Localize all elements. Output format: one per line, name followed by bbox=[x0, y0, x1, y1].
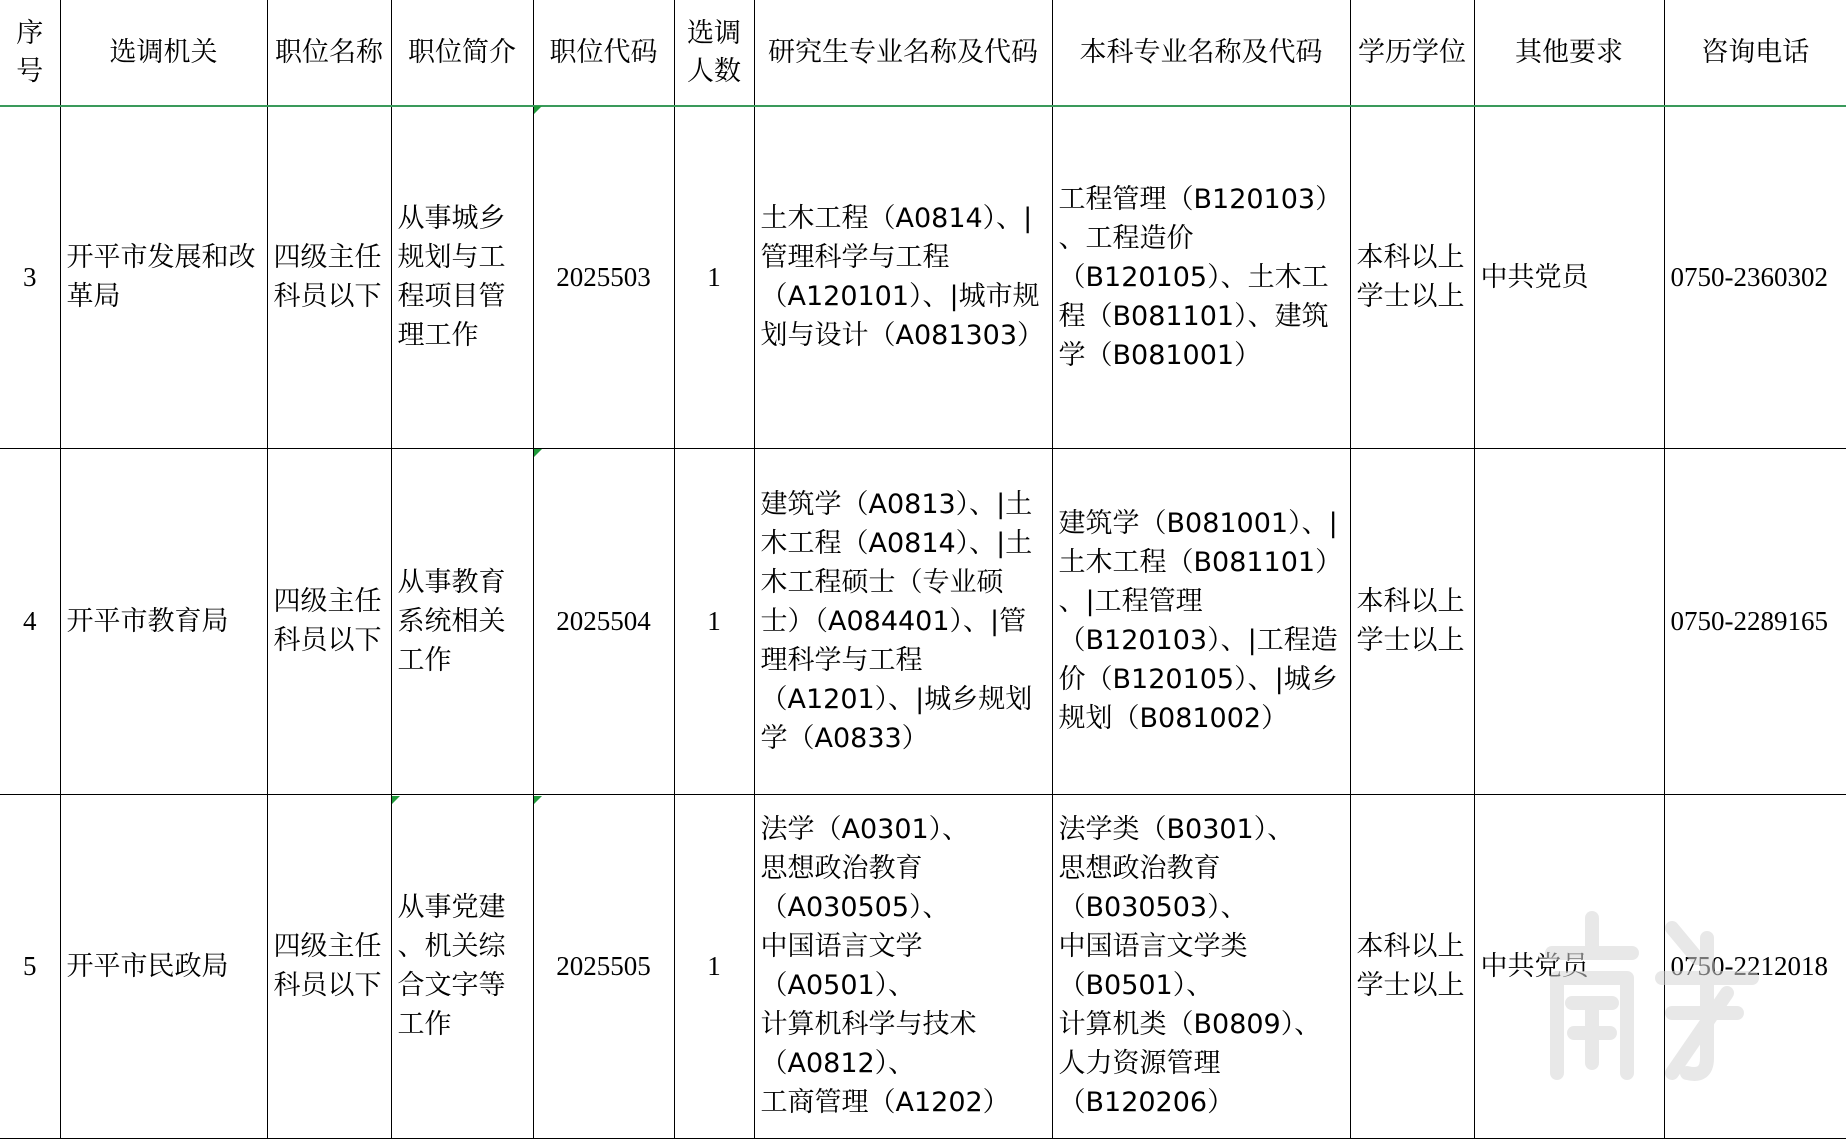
cell-comment-marker bbox=[534, 796, 542, 804]
cell-degree: 本科以上 学士以上 bbox=[1350, 448, 1474, 794]
cell-comment-marker bbox=[392, 796, 400, 804]
cell-seq: 3 bbox=[0, 106, 60, 448]
cell-position-code: 2025503 bbox=[533, 106, 674, 448]
header-agency: 选调机关 bbox=[60, 0, 267, 106]
header-position-desc: 职位简介 bbox=[391, 0, 533, 106]
cell-undergrad-major: 建筑学（B081001）、| 土木工程（B081101） 、|工程管理 （B120103）、|工程造 价（B120105）、|城乡 规划（B081002） bbox=[1052, 448, 1350, 794]
cell-count: 1 bbox=[674, 448, 754, 794]
cell-seq: 4 bbox=[0, 448, 60, 794]
cell-phone: 0750-2360302 bbox=[1664, 106, 1846, 448]
cell-comment-marker bbox=[534, 449, 542, 457]
cell-grad-major: 土木工程（A0814）、| 管理科学与工程 （A120101）、|城市规 划与设计（A081303） bbox=[754, 106, 1052, 448]
cell-phone: 0750-2289165 bbox=[1664, 448, 1846, 794]
table-row bbox=[0, 448, 1846, 794]
cell-grad-major: 法学（A0301）、 思想政治教育 （A030505）、 中国语言文学 （A0501）、 计算机科学与技术 （A0812）、 工商管理（A1202） bbox=[754, 794, 1052, 1138]
header-phone: 咨询电话 bbox=[1664, 0, 1846, 106]
cell-count: 1 bbox=[674, 106, 754, 448]
cell-undergrad-major: 工程管理（B120103） 、工程造价 （B120105）、土木工 程（B081101）、建筑 学（B081001） bbox=[1052, 106, 1350, 448]
cell-position-name: 四级主任 科员以下 bbox=[267, 448, 391, 794]
cell-position-code: 2025504 bbox=[533, 448, 674, 794]
cell-other bbox=[1474, 448, 1664, 794]
header-count: 选调 人数 bbox=[674, 0, 754, 106]
header-position-name: 职位名称 bbox=[267, 0, 391, 106]
cell-position-desc: 从事党建 、机关综 合文字等 工作 bbox=[391, 794, 533, 1138]
cell-count: 1 bbox=[674, 794, 754, 1138]
header-position-code: 职位代码 bbox=[533, 0, 674, 106]
header-other: 其他要求 bbox=[1474, 0, 1664, 106]
header-degree: 学历学位 bbox=[1350, 0, 1474, 106]
cell-degree: 本科以上 学士以上 bbox=[1350, 106, 1474, 448]
cell-position-name: 四级主任 科员以下 bbox=[267, 106, 391, 448]
table-row bbox=[0, 106, 1846, 448]
cell-position-desc: 从事教育 系统相关 工作 bbox=[391, 448, 533, 794]
cell-degree: 本科以上 学士以上 bbox=[1350, 794, 1474, 1138]
cell-phone: 0750-2212018 bbox=[1664, 794, 1846, 1138]
cell-position-name: 四级主任 科员以下 bbox=[267, 794, 391, 1138]
cell-grad-major: 建筑学（A0813）、|土 木工程（A0814）、|土 木工程硕士（专业硕 士）（A084401）、|管 理科学与工程 （A1201）、|城乡规划 学（A0833） bbox=[754, 448, 1052, 794]
header-row bbox=[0, 0, 1846, 106]
cell-agency: 开平市教育局 bbox=[60, 448, 267, 794]
cell-position-code: 2025505 bbox=[533, 794, 674, 1138]
cell-agency: 开平市民政局 bbox=[60, 794, 267, 1138]
cell-seq: 5 bbox=[0, 794, 60, 1138]
header-grad-major: 研究生专业名称及代码 bbox=[754, 0, 1052, 106]
table-row bbox=[0, 794, 1846, 1138]
cell-undergrad-major: 法学类（B0301）、 思想政治教育 （B030503）、 中国语言文学类 （B0501）、 计算机类（B0809）、 人力资源管理 （B120206） bbox=[1052, 794, 1350, 1138]
cell-agency: 开平市发展和改 革局 bbox=[60, 106, 267, 448]
cell-other: 中共党员 bbox=[1474, 106, 1664, 448]
header-undergrad-major: 本科专业名称及代码 bbox=[1052, 0, 1350, 106]
cell-comment-marker bbox=[534, 106, 542, 114]
cell-position-desc: 从事城乡 规划与工 程项目管 理工作 bbox=[391, 106, 533, 448]
header-seq: 序 号 bbox=[0, 0, 60, 106]
cell-other: 中共党员 bbox=[1474, 794, 1664, 1138]
